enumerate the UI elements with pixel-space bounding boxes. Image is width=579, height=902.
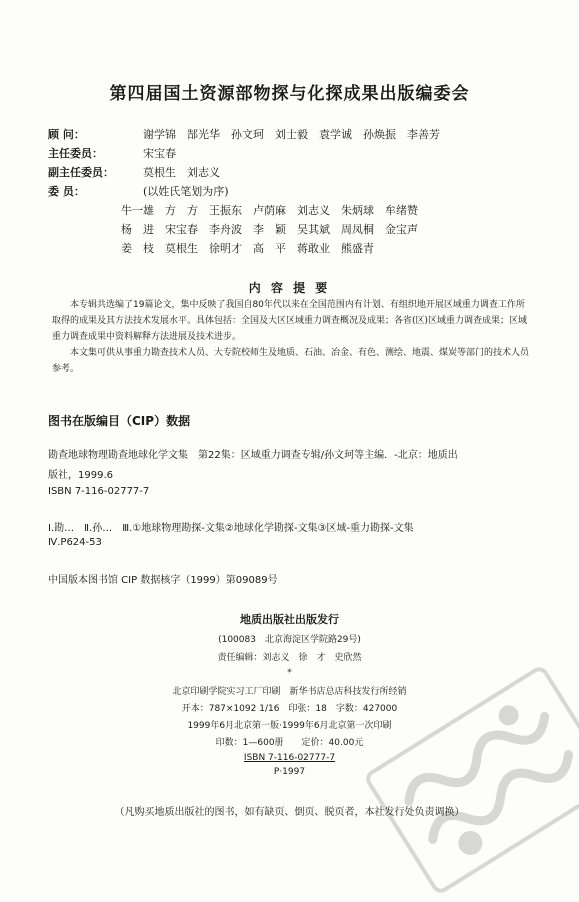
abstract-paragraph: 本文集可供从事重力勘查技术人员、大专院校师生及地质、石油、冶金、有色、测绘、地震、煤炭等部门的技术人员参考。 — [52, 348, 530, 374]
publisher-print-run: 印数：1—600册 定价：40.00元 — [215, 738, 364, 748]
cip-heading: 图书在版编目（CIP）数据 — [48, 414, 191, 428]
abstract-heading: 内 容 提 要 — [248, 281, 331, 295]
cip-line: 版社，1999.6 — [48, 470, 113, 481]
committee-chair: 宋宝春 — [143, 147, 176, 160]
publisher-code: P·1997 — [273, 767, 306, 777]
divider-star: * — [287, 668, 292, 678]
members-line: 姜 枝 莫根生 徐明才 高 平 蒋敢业 熊盛青 — [121, 242, 374, 255]
replacement-notice: （凡购买地质出版社的图书，如有缺页、倒页、脱页者，本社发行处负责调换） — [114, 807, 465, 818]
members-line: 牛一雄 方 方 王振东 卢荫麻 刘志义 朱炳球 牟绪赞 — [121, 204, 418, 217]
abstract-paragraph: 本专辑共选编了19篇论文，集中反映了我国自80年代以来在全国范围内有计划、有组织地开展区域重力调查工作所取得的成果及其方法技术发展水平。具体包括：全国及大区区域重力调查概况及成果；各省(区)区域重力调查成果；区域重力调查成果中资料解释方法进展及技术进步。 — [52, 300, 528, 342]
committee-label-vice-chair: 副主任委员： — [48, 166, 114, 179]
publisher-isbn: ISBN 7-116-02777-7 — [243, 753, 336, 763]
publisher-editors: 责任编辑：刘志义 徐 才 史欣然 — [217, 653, 362, 663]
committee-members-note: (以姓氏笔划为序) — [143, 185, 229, 198]
cip-class-number: Ⅳ.P624-53 — [48, 537, 102, 548]
publisher-printer: 北京印刷学院实习工厂印刷 新华书店总店科技发行所经销 — [172, 687, 407, 697]
publisher-edition: 1999年6月北京第一版·1999年6月北京第一次印刷 — [187, 721, 392, 731]
cip-record: 中国版本图书馆 CIP 数据核字（1999）第09089号 — [48, 575, 278, 586]
abstract-body — [52, 297, 530, 377]
publisher-name: 地质出版社出版发行 — [240, 613, 339, 626]
committee-vice-chair: 莫根生 刘志义 — [143, 166, 220, 179]
cip-subject: Ⅰ.勘… Ⅱ.孙… Ⅲ.①地球物理勘探-文集②地球化学勘探-文集③区域-重力勘探-文集 — [48, 523, 414, 534]
publisher-format: 开本：787×1092 1/16 印张：18 字数：427000 — [181, 704, 398, 714]
page-title: 第四届国土资源部物探与化探成果出版编委会 — [109, 84, 470, 104]
cip-line: 勘查地球物理勘查地球化学文集 第22集：区域重力调查专辑/孙文珂等主编．-北京：地质出 — [48, 450, 458, 461]
publisher-address: (100083 北京海淀区学院路29号) — [218, 635, 361, 645]
members-line: 杨 进 宋宝春 李舟波 李 颖 吴其斌 周凤桐 金宝声 — [121, 223, 418, 236]
committee-label-chair: 主任委员： — [48, 147, 103, 160]
committee-label-advisors: 顾 问： — [48, 128, 85, 141]
cip-isbn: ISBN 7-116-02777-7 — [48, 486, 150, 497]
committee-advisors: 谢学锦 郜光华 孙文珂 刘士毅 袁学诚 孙焕振 李善芳 — [143, 128, 440, 141]
committee-label-members: 委 员： — [48, 185, 85, 198]
